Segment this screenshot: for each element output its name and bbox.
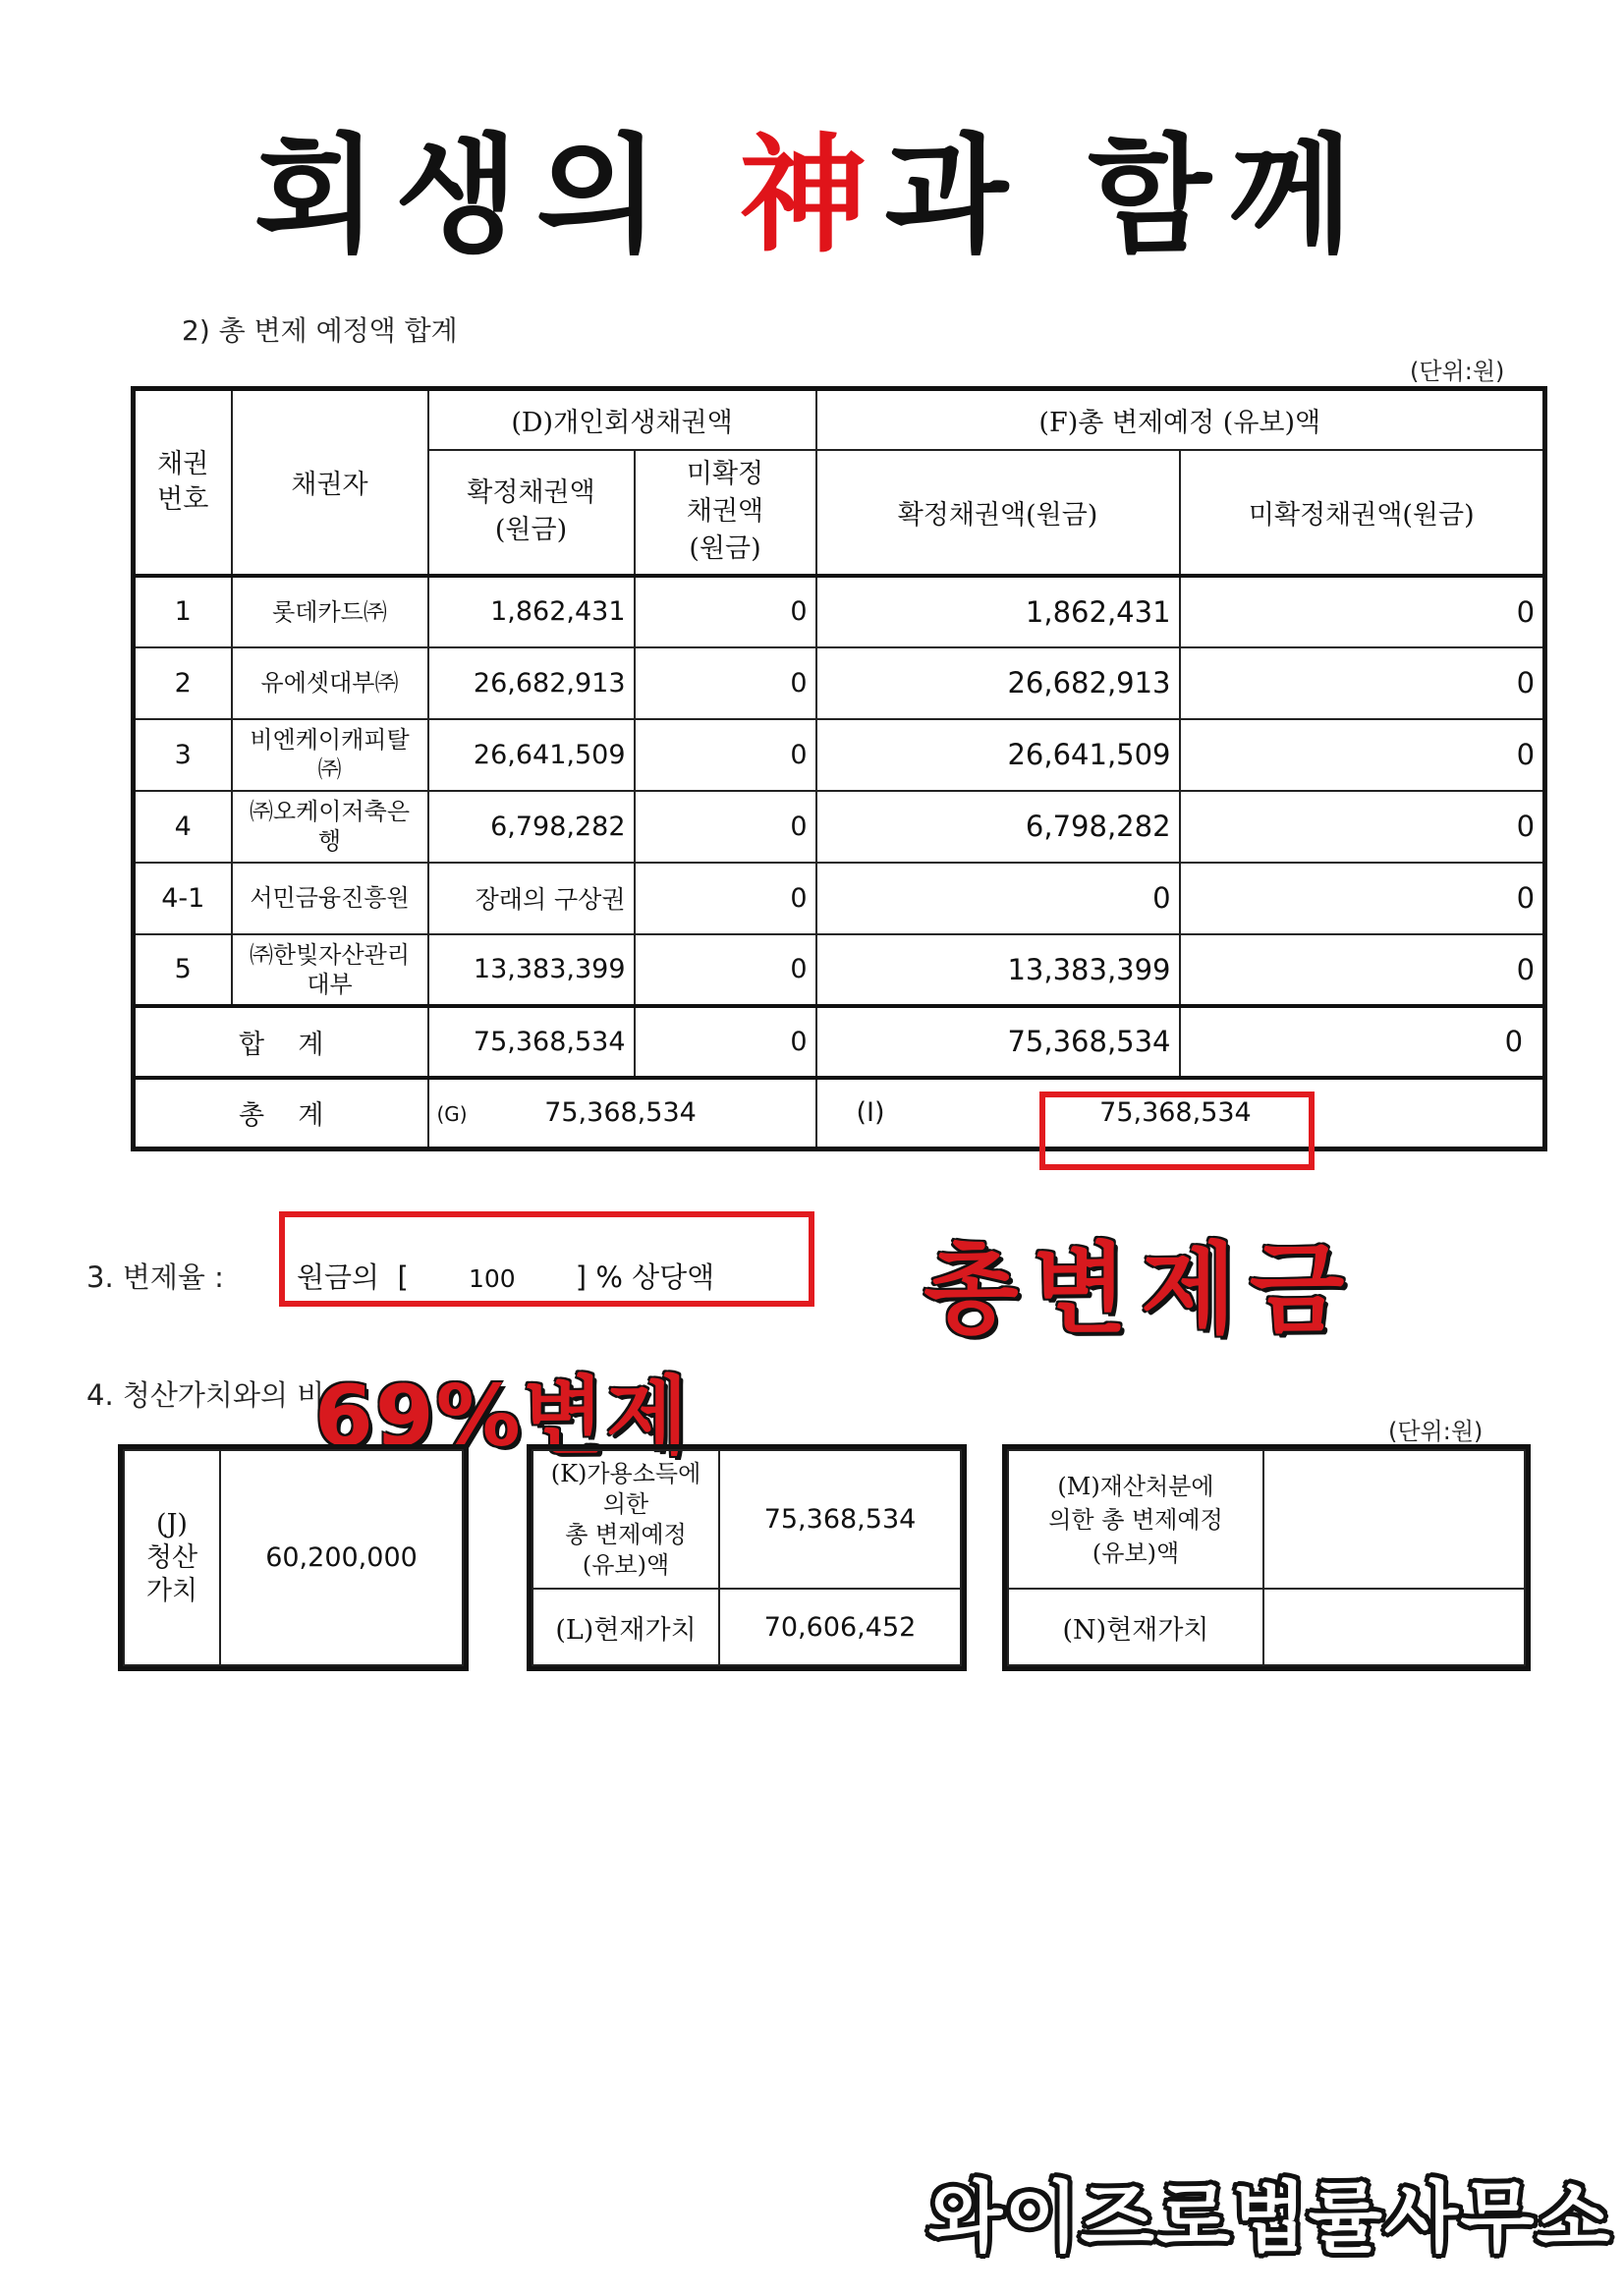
table-row (134, 719, 1545, 791)
page-title (0, 93, 1624, 277)
sum-d-conf: 75,368,534 (428, 1006, 635, 1078)
sum-label: 합 계 (134, 1006, 428, 1078)
row-f-unconf: 0 (1180, 791, 1545, 863)
row-f-conf: 26,641,509 (816, 719, 1180, 791)
header-f-unconfirmed: 미확정채권액(원금) (1180, 450, 1545, 576)
header-f-confirmed: 확정채권액(원금) (816, 450, 1180, 576)
row-no: 4 (134, 791, 232, 863)
sum-row (134, 1006, 1545, 1078)
sum-f-unconf: 0 (1180, 1006, 1545, 1078)
box-available-income (527, 1444, 967, 1671)
box-j-value: 60,200,000 (220, 1450, 463, 1665)
law-firm-logo: 와이즈로법률사무소 (927, 2174, 1612, 2263)
header-d-confirmed: 확정채권액 (원금) (428, 450, 635, 576)
section3-label: 3. 변제율 : (86, 1260, 224, 1294)
row-d-unconf: 0 (635, 863, 816, 934)
box-liquidation-value (118, 1444, 469, 1671)
total-row (134, 1078, 1545, 1149)
row-d-conf: 장래의 구상권 (428, 863, 635, 934)
title-part2: 과 함께 (884, 121, 1371, 270)
table-row (134, 647, 1545, 719)
rate-value: 100 (468, 1264, 516, 1293)
total-highlight-box (1039, 1092, 1315, 1170)
header-group-d: (D)개인회생채권액 (428, 389, 816, 450)
header-group-f: (F)총 변제예정 (유보)액 (816, 389, 1545, 450)
header-d-unconfirmed: 미확정 채권액 (원금) (635, 450, 816, 576)
total-i-label: (I) (856, 1097, 885, 1129)
box-n-label: (N)현재가치 (1008, 1589, 1263, 1665)
row-f-conf: 0 (816, 863, 1180, 934)
row-creditor: 롯데카드㈜ (232, 576, 428, 647)
title-highlight: 神 (739, 121, 885, 270)
row-no: 4-1 (134, 863, 232, 934)
box-k-value: 75,368,534 (719, 1450, 961, 1589)
row-no: 1 (134, 576, 232, 647)
annotation-total-repay: 총변제금 (924, 1232, 1359, 1347)
row-f-conf: 6,798,282 (816, 791, 1180, 863)
row-no: 3 (134, 719, 232, 791)
box-m-label: (M)재산처분에 의한 총 변제예정 (유보)액 (1008, 1450, 1263, 1589)
sum-d-unconf: 0 (635, 1006, 816, 1078)
section2-unit: (단위:원) (1410, 358, 1505, 385)
section4-label: 4. 청산가치와의 비 (86, 1378, 325, 1412)
section4-unit: (단위:원) (1388, 1418, 1484, 1445)
rate-suffix: ] % 상당액 (575, 1260, 715, 1294)
row-d-conf: 6,798,282 (428, 791, 635, 863)
table-row (134, 791, 1545, 863)
row-f-conf: 13,383,399 (816, 934, 1180, 1006)
row-creditor: 유에셋대부㈜ (232, 647, 428, 719)
total-g-value: 75,368,534 (544, 1097, 697, 1129)
row-creditor: 비엔케이캐피탈 ㈜ (232, 719, 428, 791)
row-d-unconf: 0 (635, 934, 816, 1006)
row-creditor: ㈜한빛자산관리 대부 (232, 934, 428, 1006)
row-d-conf: 26,682,913 (428, 647, 635, 719)
total-g-cell (428, 1078, 816, 1149)
rate-highlight-box (279, 1211, 814, 1307)
box-k-label: (K)가용소득에 의한 총 변제예정 (유보)액 (532, 1450, 719, 1589)
row-d-unconf: 0 (635, 647, 816, 719)
header-creditor: 채권자 (232, 389, 428, 576)
total-i-value: 75,368,534 (1099, 1097, 1252, 1129)
header-no: 채권 번호 (134, 389, 232, 576)
row-d-unconf: 0 (635, 719, 816, 791)
row-creditor: 서민금융진흥원 (232, 863, 428, 934)
row-d-unconf: 0 (635, 576, 816, 647)
row-f-conf: 1,862,431 (816, 576, 1180, 647)
row-d-conf: 1,862,431 (428, 576, 635, 647)
row-no: 5 (134, 934, 232, 1006)
annotation-rate69: 69%변제 (314, 1368, 690, 1466)
table-row (134, 863, 1545, 934)
row-f-unconf: 0 (1180, 719, 1545, 791)
row-f-unconf: 0 (1180, 934, 1545, 1006)
table-row (134, 576, 1545, 647)
box-m-value (1263, 1450, 1525, 1589)
box-j-label: (J) 청산 가치 (124, 1450, 220, 1665)
row-f-unconf: 0 (1180, 863, 1545, 934)
row-f-unconf: 0 (1180, 647, 1545, 719)
row-f-conf: 26,682,913 (816, 647, 1180, 719)
title-part1: 회생의 (253, 121, 740, 270)
box-n-value (1263, 1589, 1525, 1665)
sum-f-conf: 75,368,534 (816, 1006, 1180, 1078)
section2-heading: 2) 총 변제 예정액 합계 (182, 314, 458, 347)
row-d-unconf: 0 (635, 791, 816, 863)
row-no: 2 (134, 647, 232, 719)
total-g-label: (G) (436, 1102, 468, 1127)
table-row (134, 934, 1545, 1006)
row-f-unconf: 0 (1180, 576, 1545, 647)
row-d-conf: 13,383,399 (428, 934, 635, 1006)
box-asset-disposal (1002, 1444, 1531, 1671)
box-l-value: 70,606,452 (719, 1589, 961, 1665)
total-label: 총 계 (134, 1078, 428, 1149)
rate-prefix: 원금의 [ (297, 1260, 409, 1294)
repayment-table (131, 386, 1547, 1151)
row-creditor: ㈜오케이저축은 행 (232, 791, 428, 863)
row-d-conf: 26,641,509 (428, 719, 635, 791)
box-l-label: (L)현재가치 (532, 1589, 719, 1665)
